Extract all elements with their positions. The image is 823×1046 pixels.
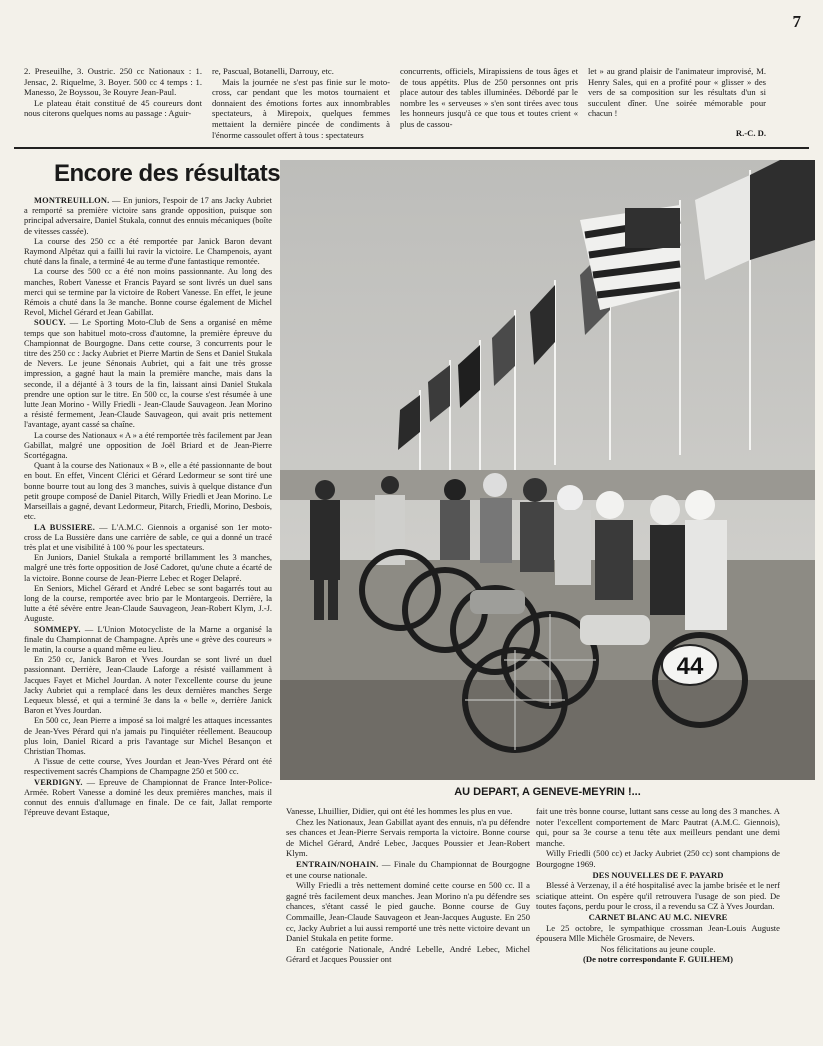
paragraph-text: A l'issue de cette course, Yves Jourdan et Jean-Yves Pérard ont été respectivement sacrés Champions de Champagne 250 et 500 cc.: [24, 757, 272, 777]
top-column-4: [588, 66, 766, 119]
paragraph-text: Chez les Nationaux, Jean Gabillat ayant des ennuis, n'a pu défendre ses chances et Jean-Pierre Servais remporta la victoire. Bonne course de Michel Gérard, André Lebec, Jacques Poussier et Jean-Robert Klym.: [286, 816, 530, 859]
paragraph-text: En 250 cc, Janick Baron et Yves Jourdan se sont livré un duel passionnant. Derrière, Jean-Claude Laforge a résisté vaillamment à Jacques Fayet et Michel Jourdan. A noter l'excellente course du jeune Jacky Aubriet qui a remplacé dans les deux dernières manches Serge Lequeux blessé, et qui a terminé 3e dans la « belle », derrière Janick Baron et Yves Jourdan.: [24, 655, 272, 716]
paragraph-text: En Seniors, Michel Gérard et André Lebec se sont bagarrés tout au long de la course, remportée avec brio par le Montargeois. Derrière, la lutte a été sévère entre Jean-Claude Sauvageon, Jean-Robert Klym, J.-J. Auguste.: [24, 583, 272, 624]
section-divider: [14, 147, 809, 149]
top-paragraph: re, Pascual, Botanelli, Darrouy, etc.: [212, 66, 334, 76]
article-paragraph: [24, 431, 272, 462]
paragraph-text: — L'A.M.C. Giennois a organisé son 1er moto-cross de La Bussière dans une carrière de sable, ce qui a donné un tracé très plat et une visibilité à 100 % pour les spectateurs.: [24, 522, 272, 552]
article-paragraph: [286, 806, 530, 817]
place-name: ENTRAIN/NOHAIN.: [296, 858, 379, 869]
article-paragraph: [24, 267, 272, 318]
article-paragraph: Le 25 octobre, le sympathique crossman Jean-Louis Auguste épousera Mlle Michèle Grosmaire, de Nevers.: [536, 922, 780, 944]
article-paragraph: Nos félicitations au jeune couple.: [600, 943, 716, 954]
article-paragraph: [24, 625, 272, 656]
results-column: [24, 196, 272, 818]
bottom-column-1: [286, 806, 530, 965]
paragraph-text: — L'Union Motocycliste de la Marne a organisé la finale du Championnat de Champagne. Après une « grève des coureurs » le matin, la course a quand même eu lieu.: [24, 624, 272, 654]
paragraph-text: — Finale du Championnat de Bourgogne et une course nationale.: [286, 858, 530, 880]
article-paragraph: Willy Friedli (500 cc) et Jacky Aubriet (250 cc) sont champions de Bourgogne 1969.: [536, 848, 780, 869]
place-name: MONTREUILLON.: [34, 196, 110, 205]
paragraph-text: La course des Nationaux « A » a été remportée très facilement par Jean Gabillat, malgré une opposition de Joël Briard et de Jean-Pierre Scortégagna.: [24, 430, 272, 461]
place-name: SOMMEPY.: [34, 624, 81, 634]
article-paragraph: [24, 237, 272, 268]
photo-caption: AU DEPART, A GENEVE-MEYRIN !...: [454, 786, 641, 798]
paragraph-text: — Le Sporting Moto-Club de Sens a organisé en même temps que son habituel moto-cross d'automne, la première épreuve du Championnat de Bourgogne. Dans cette course, 3 concurrents pour le titre des 250 cc : Jacky Aubriet et Pierre Martin de Sens et Daniel Stukala de Nevers. Le jeune Sénonais Aubriet, qui a fait une très grosse impression, a gagné haut la main la première manche, mais dans la seconde, il a déjanté à 3 tours de la fin, laissant ainsi Daniel Stukala prendre une option sur le titre. En 500 cc, la course s'est résumée à une lutte Jean Morino - Willy Friedli - Jean-Claude Sauvageon. Jean Morino a résisté fermement, Jean-Claude Sauvageon, qui avait pris nettement l'avantage, ayant cassé sa chaîne.: [24, 318, 272, 430]
paragraph-text: En Juniors, Daniel Stukala a remporté brillamment les 3 manches, malgré une très forte opposition de José Cadoret, qu'une chute a écarté de la victoire. Bonne course de Jean-Pierre Lebec et Roger Delapré.: [24, 553, 272, 583]
place-name: LA BUSSIERE.: [34, 522, 96, 532]
article-paragraph: [24, 461, 272, 522]
article-paragraph: fait une très bonne course, luttant sans cesse au long des 3 manches. A noter l'excellent comportement de Marc Pautrat (A.M.C. Giennois), qui, pour sa 3e course a tenu tête aux meilleurs pendant une demi manche.: [536, 806, 780, 848]
subheading: DES NOUVELLES DE F. PAYARD: [592, 869, 724, 880]
article-paragraph: [24, 757, 272, 777]
article-paragraph: [24, 716, 272, 757]
paragraph-text: La course des 250 cc a été remportée par Janick Baron devant Raymond Alpétaz qui a failli lui ravir la victoire. Le Champenois, ayant chuté dans la finale, a terminé 4e au terme d'une fantastique remontée.: [24, 236, 272, 267]
bottom-column-2: [536, 806, 780, 965]
paragraph-text: — En juniors, l'espoir de 17 ans Jacky Aubriet a remporté sa première victoire sans grande opposition, puisque son principal adversaire, Daniel Stukala, connut des ennuis mécaniques (boîte de vitesses cassée).: [24, 196, 272, 236]
paragraph-text: Quant à la course des Nationaux « B », elle a été passionnante de bout en bout. En effet, Vincent Clérici et Gérard Ledormeur se sont tiré une bonne bourre tout au long des 3 manches, suivis à quelque distance d'un petit groupe composé de Daniel Pitarch, Willy Friedli et Jean Morino. Le Marseillais a gagné, devant Ledormeur, Pitarch, Friedli, Morino, Desbois, etc.: [24, 461, 272, 522]
race-start-photo: [280, 160, 815, 780]
top-column-1: [24, 66, 202, 119]
article-paragraph: [286, 944, 530, 965]
article-paragraph: [24, 523, 272, 554]
photo-illustration: [280, 160, 815, 780]
top-signature: R.-C. D.: [735, 128, 766, 138]
paragraph-text: En 500 cc, Jean Pierre a imposé sa loi malgré les attaques incessantes de Jean-Yves Pérard qui n'a jamais pu l'inquiéter réellement. Beaucoup plus loin, Daniel Ricard a pris l'avantage sur Michel Besançon et Christian Thomas.: [24, 716, 272, 756]
article-paragraph: [286, 817, 530, 859]
page-number: 7: [792, 12, 801, 31]
top-paragraph: 2. Preseuilhe, 3. Oustric. 250 cc Nationaux : 1. Jensac, 2. Riquelme, 3. Boyer. 500 cc 4 temps : 1. Manesso, 2e Boyssou, 3e Rouyre Jean-Paul.: [24, 66, 202, 98]
top-paragraph: concurrents, officiels, Mirapissiens de tous âges et de tous appétits. Plus de 250 personnes ont pris place autour des tables illuminées. Débordé par le nombre les « serveuses » s'en sont tirées avec tous les honneurs jusqu'à ce que tous et toutes crient « plus de cassou-: [400, 66, 578, 129]
paragraph-text: Willy Friedli a très nettement dominé cette course en 500 cc. Il a gagné très facilement deux manches. Jean Morino n'a pu défendre ses chances, s'étant cassé le pied gauche. Bonne course de Guy Commaille, Jean-Claude Sauvageon et Jean-Jacques Auguste. En 250 cc, Jacky Aubriet a lui aussi remporté une très nette victoire devant un Daniel Stukala en petite forme.: [286, 880, 530, 944]
paragraph-text: Vanesse, Lhuillier, Didier, qui ont été les hommes les plus en vue.: [286, 806, 513, 816]
top-paragraph: let » au grand plaisir de l'animateur improvisé, M. Henry Sales, qui en a profité pour « glisser » des vers de sa composition sur les résultats d'un si succulent dîner. Une soirée mémorable pour chacun !: [588, 66, 766, 119]
paragraph-text: — Epreuve de Championnat de France Inter-Police-Armée. Robert Vanesse a dominé les deux premières manches, mais il connut des ennuis d'allumage en finale. De ce fait, Jallat remporte l'épreuve devant Estaque,: [24, 777, 272, 818]
top-column-3: [400, 66, 578, 130]
article-paragraph: [24, 584, 272, 625]
race-number-plate: 44: [676, 653, 704, 680]
article-paragraph: [24, 778, 272, 819]
top-paragraph: Le plateau était constitué de 45 coureurs dont nous citerons quelques noms au passage : Aguir-: [24, 97, 202, 119]
article-heading: Encore des résultats: [54, 160, 281, 187]
article-paragraph: Blessé à Verzenay, il a été hospitalisé avec la jambe brisée et le nerf sciatique atteint. On espère qu'il retrouvera l'usage de son pied. De toutes façons, perdu pour le cross, il a revendu sa CZ à Yves Jourdan.: [536, 880, 780, 912]
subheading: CARNET BLANC AU M.C. NIEVRE: [588, 911, 728, 922]
article-paragraph: [24, 318, 272, 430]
top-paragraph: Mais la journée ne s'est pas finie sur le moto-cross, car pendant que les motos tournaient et donnaient des émotions fortes aux innombrables spectateurs, à Mirepoix, quelques femmes mettaient la dernière pincée de condiments à l'énorme cassoulet offert à tous : spectateurs: [212, 76, 390, 140]
article-paragraph: [24, 655, 272, 716]
article-paragraph: [24, 196, 272, 237]
article-paragraph: [286, 880, 530, 944]
article-paragraph: [286, 859, 530, 880]
article-paragraph: [24, 553, 272, 584]
article-paragraph: (De notre correspondante F. GUILHEM): [583, 954, 733, 965]
top-column-2: [212, 66, 390, 140]
paragraph-text: En catégorie Nationale, André Lebelle, André Lebec, Michel Gérard et Jacques Poussier ont: [286, 943, 530, 965]
paragraph-text: La course des 500 cc a été non moins passionnante. Au long des manches, Robert Vanesse et Francis Payard se sont livrés un duel sans merci qui se termine par la victoire de Robert Vanesse. En effet, le jeune Rémois a chuté dans la 3e manche. Bonne course également de Michel Revol, Michel Gérard et Jean Gabillat.: [24, 267, 272, 318]
place-name: VERDIGNY.: [34, 777, 83, 787]
place-name: SOUCY.: [34, 318, 66, 328]
